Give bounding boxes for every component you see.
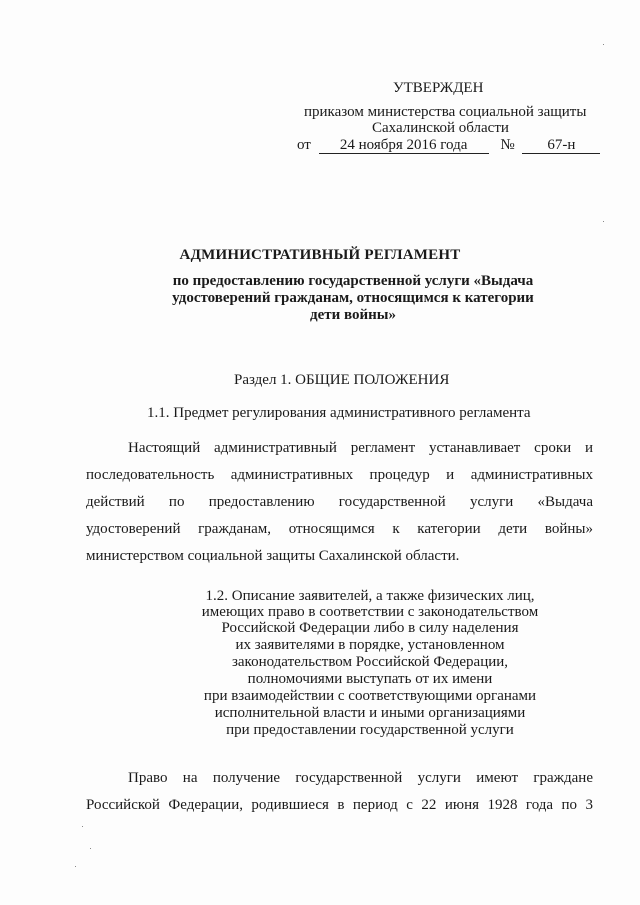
subsection-1-2-line-3: Российской Федерации либо в силу наделения bbox=[221, 620, 519, 636]
subsection-1-2-line-8: исполнительной власти и иными организациями bbox=[214, 705, 526, 721]
subsection-1-2-line-5: законодательством Российской Федерации, bbox=[231, 654, 509, 670]
paragraph-1-line-2: последовательность административных процедур и административных bbox=[86, 467, 593, 483]
subsection-1-1-heading: 1.1. Предмет регулирования административного регламента bbox=[147, 405, 531, 421]
subsection-1-2-line-6: полномочиями выступать от их имени bbox=[247, 671, 493, 687]
subsection-1-2-line-4: их заявителями в порядке, установленном bbox=[235, 637, 505, 653]
paragraph-2-line-2: Российской Федерации, родившиеся в период с 22 июня 1928 года по 3 bbox=[86, 797, 593, 813]
subsection-1-2-line-2: имеющих право в соответствии с законодательством bbox=[201, 604, 539, 620]
approval-from-label: от bbox=[297, 137, 311, 153]
scan-speck bbox=[75, 866, 76, 867]
subsection-1-2-line-1: 1.2. Описание заявителей, а также физических лиц, bbox=[205, 588, 535, 604]
document-subtitle-line-3: дети войны» bbox=[309, 307, 396, 323]
subsection-1-2-line-7: при взаимодействии с соответствующими органами bbox=[203, 688, 537, 704]
approval-region-line: Сахалинской области bbox=[372, 120, 509, 136]
paragraph-1-line-1: Настоящий административный регламент устанавливает сроки и bbox=[128, 440, 593, 456]
paragraph-1-line-3: действий по предоставлению государственной услуги «Выдача bbox=[86, 494, 593, 510]
approval-number-sign: № bbox=[500, 137, 515, 153]
section-heading: Раздел 1. ОБЩИЕ ПОЛОЖЕНИЯ bbox=[234, 372, 450, 388]
approval-number: 67-н bbox=[522, 137, 600, 154]
approval-date-line bbox=[297, 137, 600, 154]
scan-speck bbox=[603, 44, 604, 45]
scan-speck bbox=[90, 848, 91, 849]
document-subtitle-line-2: удостоверений гражданам, относящимся к категории bbox=[172, 290, 534, 306]
paragraph-2-line-1: Право на получение государственной услуги имеют граждане bbox=[128, 770, 593, 786]
scan-speck bbox=[603, 221, 604, 222]
approval-order-line: приказом министерства социальной защиты bbox=[304, 104, 587, 120]
document-title: АДМИНИСТРАТИВНЫЙ РЕГЛАМЕНТ bbox=[179, 247, 461, 263]
paragraph-1-line-4: удостоверений гражданам, относящимся к категории дети войны» bbox=[86, 521, 593, 537]
approval-date: 24 ноября 2016 года bbox=[319, 137, 489, 154]
paragraph-1-line-5: министерством социальной защиты Сахалинской области. bbox=[86, 548, 460, 564]
subsection-1-2-line-9: при предоставлении государственной услуги bbox=[226, 722, 514, 738]
approval-heading: УТВЕРЖДЕН bbox=[393, 80, 484, 96]
scan-speck bbox=[82, 826, 83, 827]
document-subtitle-line-1: по предоставлению государственной услуги «Выдача bbox=[172, 273, 534, 289]
